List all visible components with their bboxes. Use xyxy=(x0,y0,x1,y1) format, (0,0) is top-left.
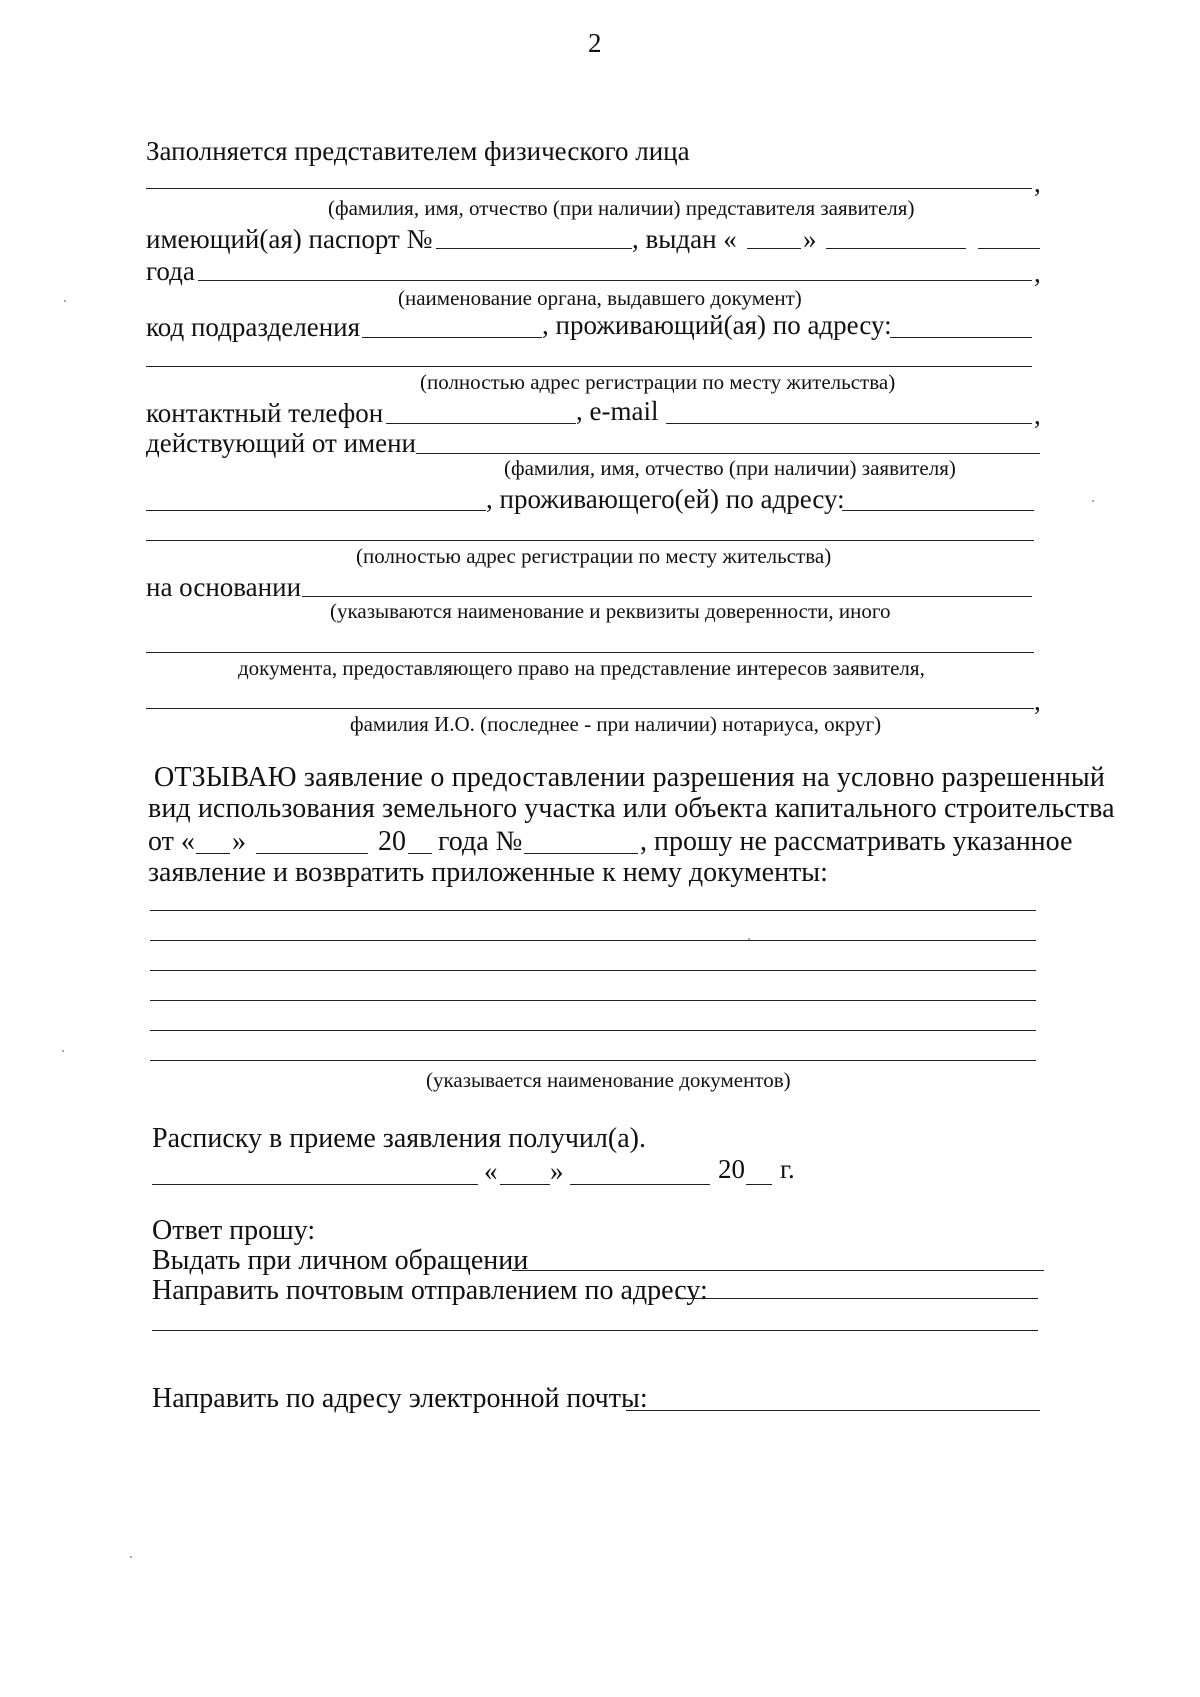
passport-label: имеющий(ая) паспорт № xyxy=(146,224,433,254)
basis-label: на основании xyxy=(146,572,302,602)
comma: , xyxy=(1034,686,1041,716)
receipt-close-quote: » xyxy=(550,1156,564,1186)
scan-speck xyxy=(748,938,750,940)
phone-field[interactable] xyxy=(386,423,576,424)
residing-label: , проживающий(ая) по адресу: xyxy=(542,310,892,340)
receipt-open-quote: « xyxy=(484,1156,498,1186)
caption-basis1: (указываются наименование и реквизиты доверенности, иного xyxy=(330,599,891,623)
comma: , xyxy=(1034,168,1041,198)
scan-speck xyxy=(62,1050,64,1052)
caption-basis2: документа, предоставляющего право на представление интересов заявителя, xyxy=(238,656,925,680)
answer-personal-label: Выдать при личном обращении xyxy=(152,1245,529,1276)
issued-day-field[interactable] xyxy=(747,248,801,249)
issued-year-field[interactable] xyxy=(978,248,1040,249)
email-label: , e-mail xyxy=(576,396,659,426)
withdrawal-day-field[interactable] xyxy=(196,853,230,854)
applicant-address-field-line2[interactable] xyxy=(146,540,1034,541)
basis-field[interactable] xyxy=(302,596,1032,597)
documents-line-4[interactable] xyxy=(150,1000,1036,1001)
withdrawal-line1: ОТЗЫВАЮ заявление о предоставлении разрешения на условно разрешенный xyxy=(154,762,1105,793)
documents-line-2[interactable] xyxy=(150,940,1036,941)
applicant-address-field-start[interactable] xyxy=(842,510,1034,511)
answer-email-field[interactable] xyxy=(626,1410,1040,1411)
email-field[interactable] xyxy=(666,423,1032,424)
division-code-field[interactable] xyxy=(362,337,542,338)
close-quote: » xyxy=(232,826,246,857)
receipt-label: Расписку в приеме заявления получил(а). xyxy=(152,1123,646,1154)
receipt-day-field[interactable] xyxy=(500,1184,550,1185)
twenty-label: 20 xyxy=(378,826,406,857)
basis-field-line3[interactable] xyxy=(146,708,1034,709)
receipt-twenty: 20 xyxy=(718,1154,745,1184)
answer-post-field[interactable] xyxy=(676,1298,1038,1299)
comma: , xyxy=(1034,258,1041,288)
caption-applicant: (фамилия, имя, отчество (при наличии) заявителя) xyxy=(504,456,956,480)
receipt-g: г. xyxy=(780,1154,795,1184)
documents-line-5[interactable] xyxy=(150,1030,1036,1031)
answer-email-label: Направить по адресу электронной почты: xyxy=(152,1383,648,1414)
caption-issuer: (наименование органа, выдавшего документ) xyxy=(398,286,802,310)
documents-line-3[interactable] xyxy=(150,970,1036,971)
year-no-label: года № xyxy=(438,826,523,857)
page-number: 2 xyxy=(588,28,602,58)
withdrawal-year-field[interactable] xyxy=(408,853,432,854)
withdrawal-line2: вид использования земельного участка или объекта капитального строительства xyxy=(148,793,1115,824)
applicant-name-field[interactable] xyxy=(416,453,1040,454)
rep-name-field[interactable] xyxy=(146,188,1032,189)
address-field-start[interactable] xyxy=(890,337,1032,338)
withdrawal-line4: заявление и возвратить приложенные к нему документы: xyxy=(148,857,828,888)
issuer-field[interactable] xyxy=(198,280,1032,281)
answer-personal-field[interactable] xyxy=(512,1270,1044,1271)
withdrawal-month-field[interactable] xyxy=(256,853,368,854)
from-label: от « xyxy=(148,826,195,857)
issued-close-quote: » xyxy=(803,224,817,254)
documents-line-1[interactable] xyxy=(150,910,1036,911)
documents-line-6[interactable] xyxy=(150,1060,1036,1061)
issued-label: , выдан « xyxy=(632,224,737,254)
phone-label: контактный телефон xyxy=(146,398,384,428)
applicant-residence-field[interactable] xyxy=(146,510,486,511)
scan-speck xyxy=(130,1556,132,1558)
withdrawal-paragraph xyxy=(148,762,1115,824)
receipt-signature-field[interactable] xyxy=(152,1184,478,1185)
form-heading: Заполняется представителем физического лица xyxy=(146,136,690,166)
answer-label: Ответ прошу: xyxy=(152,1215,316,1246)
caption-address: (полностью адрес регистрации по месту жительства) xyxy=(420,370,896,394)
year-label: года xyxy=(146,256,195,286)
scan-speck xyxy=(64,300,66,302)
withdrawal-line3 xyxy=(148,826,195,857)
caption-basis3: фамилия И.О. (последнее - при наличии) нотариуса, округ) xyxy=(350,712,882,736)
issued-month-field[interactable] xyxy=(826,248,966,249)
address-field-line2[interactable] xyxy=(146,366,1032,367)
caption-rep-name: (фамилия, имя, отчество (при наличии) представителя заявителя) xyxy=(328,196,915,220)
passport-number-field[interactable] xyxy=(436,248,632,249)
caption-docs: (указывается наименование документов) xyxy=(426,1068,791,1092)
comma: , xyxy=(1034,400,1041,430)
request-text: , прошу не рассматривать указанное xyxy=(640,826,1073,857)
residing2-label: , проживающего(ей) по адресу: xyxy=(486,484,845,514)
basis-field-line2[interactable] xyxy=(146,652,1034,653)
acting-label: действующий от имени xyxy=(146,428,416,458)
scan-speck xyxy=(1092,500,1094,502)
answer-post-field-line2[interactable] xyxy=(152,1330,1038,1331)
receipt-year-field[interactable] xyxy=(746,1184,772,1185)
receipt-month-field[interactable] xyxy=(570,1184,710,1185)
caption-address2: (полностью адрес регистрации по месту жительства) xyxy=(356,544,832,568)
answer-post-label: Направить почтовым отправлением по адресу: xyxy=(152,1275,708,1306)
division-label: код подразделения xyxy=(146,312,361,342)
withdrawal-number-field[interactable] xyxy=(524,853,638,854)
